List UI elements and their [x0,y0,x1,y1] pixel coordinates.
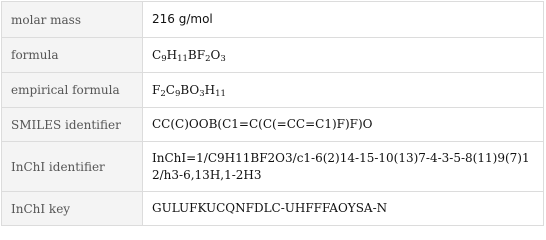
table-row [2,38,544,73]
table-row [2,108,544,142]
inchi-key-value: GULUFKUCQNFDLC-UHFFFAOYSA-N [143,192,544,226]
smiles-value: CC(C)OOB(C1=C(C(=CC=C1)F)F)O [143,108,544,142]
table-row [2,192,544,226]
inchi-label: InChI identifier [2,142,143,192]
molar-mass-label: molar mass [2,2,143,38]
molar-mass-text: 216 g/mol [152,12,213,26]
table-row [2,142,544,192]
table-row [2,73,544,108]
inchi-key-label: InChI key [2,192,143,226]
smiles-label: SMILES identifier [2,108,143,142]
formula-value: $C_9H_{11}BF_2O_3$ [143,38,544,73]
table-row [2,2,544,38]
inchi-value: InChI=1/C9H11BF2O3/c1-6(2)14-15-10(13)7-4-3-5-8(11)9(7)12/h3-6,13H,1-2H3 [143,142,544,192]
empirical-formula-value: $F_2C_9BO_3H_{11}$ [143,73,544,108]
formula-label: formula [2,38,143,73]
properties-table [1,1,544,226]
empirical-formula-label: empirical formula [2,73,143,108]
molar-mass-value [143,2,544,38]
